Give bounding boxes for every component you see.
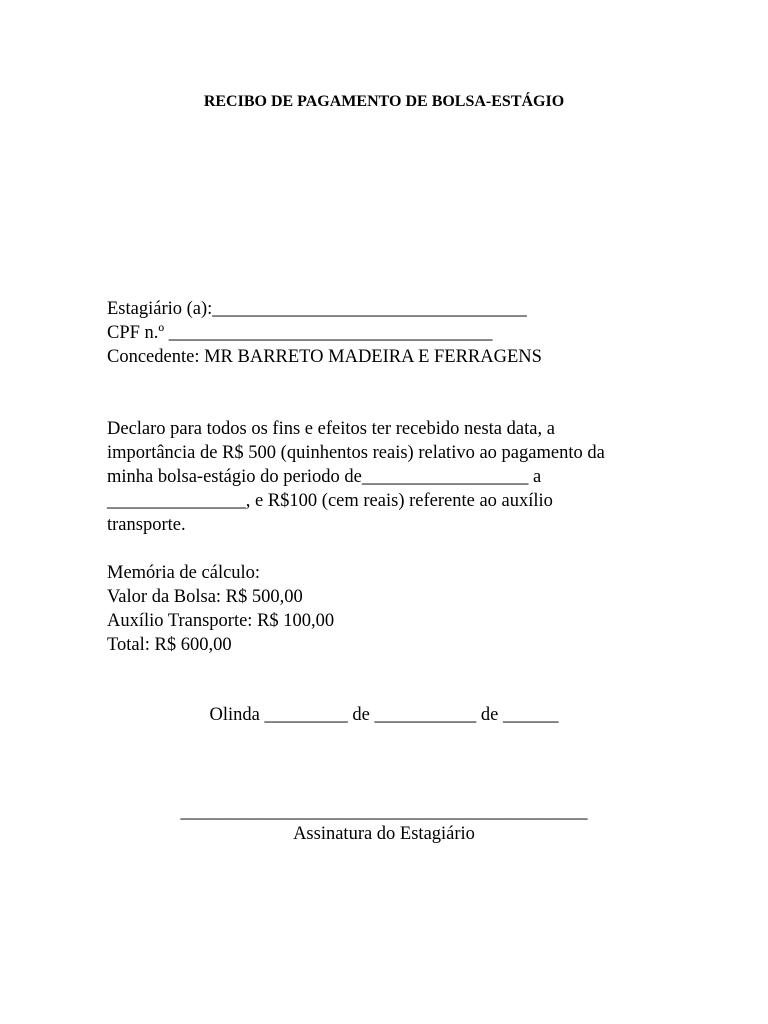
signature-line: ____________________________________________	[180, 802, 588, 822]
concedente-field: Concedente: MR BARRETO MADEIRA E FERRAGENS	[107, 347, 542, 367]
total-value: Total: R$ 600,00	[107, 635, 232, 655]
valor-bolsa: Valor da Bolsa: R$ 500,00	[107, 587, 303, 607]
cpf-field: CPF n.º ___________________________________	[107, 323, 493, 343]
declaration-line: _______________, e R$100 (cem reais) referente ao auxílio	[107, 491, 553, 511]
declaration-line: importância de R$ 500 (quinhentos reais) relativo ao pagamento da	[107, 443, 605, 463]
signature-label: Assinatura do Estagiário	[293, 824, 475, 844]
date-line: Olinda _________ de ___________ de ______	[209, 705, 559, 725]
auxilio-transporte: Auxílio Transporte: R$ 100,00	[107, 611, 335, 631]
declaration-paragraph	[107, 417, 667, 537]
memoria-de-calculo	[107, 561, 667, 657]
memoria-heading: Memória de cálculo:	[107, 563, 261, 583]
declaration-line: transporte.	[107, 515, 186, 535]
declaration-line: minha bolsa-estágio do periodo de__________________ a	[107, 467, 542, 487]
identity-section	[107, 297, 667, 369]
document-title: RECIBO DE PAGAMENTO DE BOLSA-ESTÁGIO	[203, 93, 565, 110]
declaration-line: Declaro para todos os fins e efeitos ter recebido nesta data, a	[107, 419, 555, 439]
estagiario-field: Estagiário (a):__________________________________	[107, 299, 527, 319]
